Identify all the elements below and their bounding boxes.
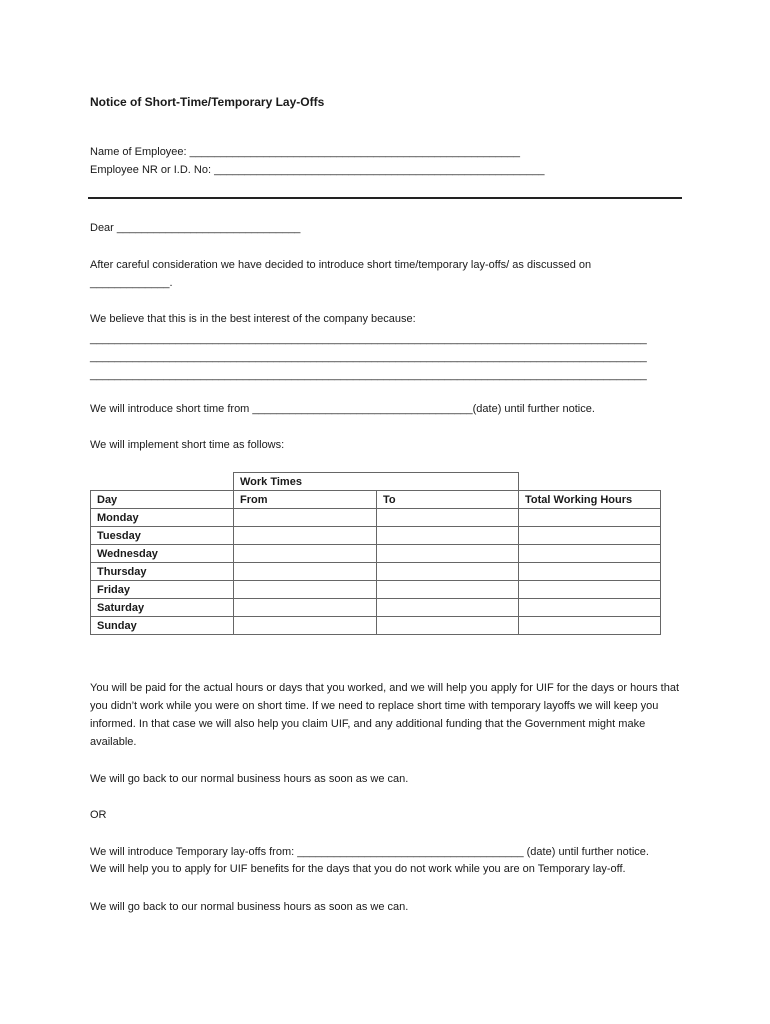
table-blank-cell (91, 473, 234, 491)
table-row (91, 599, 661, 617)
to-cell[interactable] (377, 563, 519, 581)
to-cell[interactable] (377, 617, 519, 635)
to-cell[interactable] (377, 509, 519, 527)
to-cell[interactable] (377, 581, 519, 599)
table-row (91, 527, 661, 545)
employee-name-field[interactable]: Name of Employee: ______________________________________________________ (90, 146, 521, 158)
total-hours-cell[interactable] (519, 599, 661, 617)
payment-paragraph: You will be paid for the actual hours or days that you worked, and we will help you apply for UIF for the days or hours that you didn’t work while you were on short time. If we need to replace short time with temporary layoffs we will keep you informed. In that case we will also help you claim UIF, and any additional funding that the Government might make available. (90, 682, 680, 748)
layoff-date-field[interactable]: We will introduce Temporary lay-offs from: _____________________________________ (date) until further notice. (90, 846, 649, 858)
day-label: Tuesday (91, 527, 234, 545)
to-cell[interactable] (377, 545, 519, 563)
to-header: To (377, 491, 519, 509)
dear-field[interactable]: Dear ______________________________ (90, 222, 301, 234)
from-cell[interactable] (234, 509, 377, 527)
from-cell[interactable] (234, 599, 377, 617)
day-label: Saturday (91, 599, 234, 617)
employee-id-field[interactable]: Employee NR or I.D. No: ______________________________________________________ (90, 164, 545, 176)
day-label: Monday (91, 509, 234, 527)
reason-field-3[interactable]: ___________________________________________________________________________________________ (90, 369, 647, 381)
total-hours-cell[interactable] (519, 617, 661, 635)
or-label: OR (90, 809, 107, 821)
day-label: Friday (91, 581, 234, 599)
table-blank-cell (519, 473, 661, 491)
to-cell[interactable] (377, 527, 519, 545)
section-divider (88, 197, 682, 199)
day-label: Wednesday (91, 545, 234, 563)
intro-text: After careful consideration we have decided to introduce short time/temporary lay-offs/ as discussed on (90, 259, 592, 271)
from-cell[interactable] (234, 617, 377, 635)
to-cell[interactable] (377, 599, 519, 617)
discussed-date-field[interactable]: _____________. (90, 277, 173, 289)
from-cell[interactable] (234, 563, 377, 581)
from-cell[interactable] (234, 545, 377, 563)
total-hours-cell[interactable] (519, 527, 661, 545)
total-hours-cell[interactable] (519, 509, 661, 527)
table-row (91, 509, 661, 527)
total-hours-cell[interactable] (519, 545, 661, 563)
reason-field-1[interactable]: ___________________________________________________________________________________________ (90, 333, 647, 345)
day-label: Sunday (91, 617, 234, 635)
from-header: From (234, 491, 377, 509)
table-row (91, 563, 661, 581)
back-to-normal-text-1: We will go back to our normal business hours as soon as we can. (90, 773, 409, 785)
total-hours-cell[interactable] (519, 563, 661, 581)
table-header-row (91, 491, 661, 509)
table-row (91, 545, 661, 563)
document-title: Notice of Short-Time/Temporary Lay-Offs (90, 95, 325, 109)
from-cell[interactable] (234, 581, 377, 599)
total-hours-cell[interactable] (519, 581, 661, 599)
work-times-table (90, 472, 661, 635)
total-hours-header: Total Working Hours (519, 491, 661, 509)
table-group-header-row (91, 473, 661, 491)
reason-intro-text: We believe that this is in the best interest of the company because: (90, 313, 416, 325)
implement-text: We will implement short time as follows: (90, 439, 285, 451)
short-time-date-field[interactable]: We will introduce short time from ____________________________________(date) until further notice. (90, 403, 595, 415)
layoff-uif-text: We will help you to apply for UIF benefits for the days that you do not work while you are on Temporary lay-off. (90, 863, 626, 875)
reason-field-2[interactable]: ___________________________________________________________________________________________ (90, 351, 647, 363)
work-times-header: Work Times (234, 473, 519, 491)
back-to-normal-text-2: We will go back to our normal business hours as soon as we can. (90, 901, 409, 913)
day-label: Thursday (91, 563, 234, 581)
from-cell[interactable] (234, 527, 377, 545)
day-header: Day (91, 491, 234, 509)
table-row (91, 581, 661, 599)
table-row (91, 617, 661, 635)
